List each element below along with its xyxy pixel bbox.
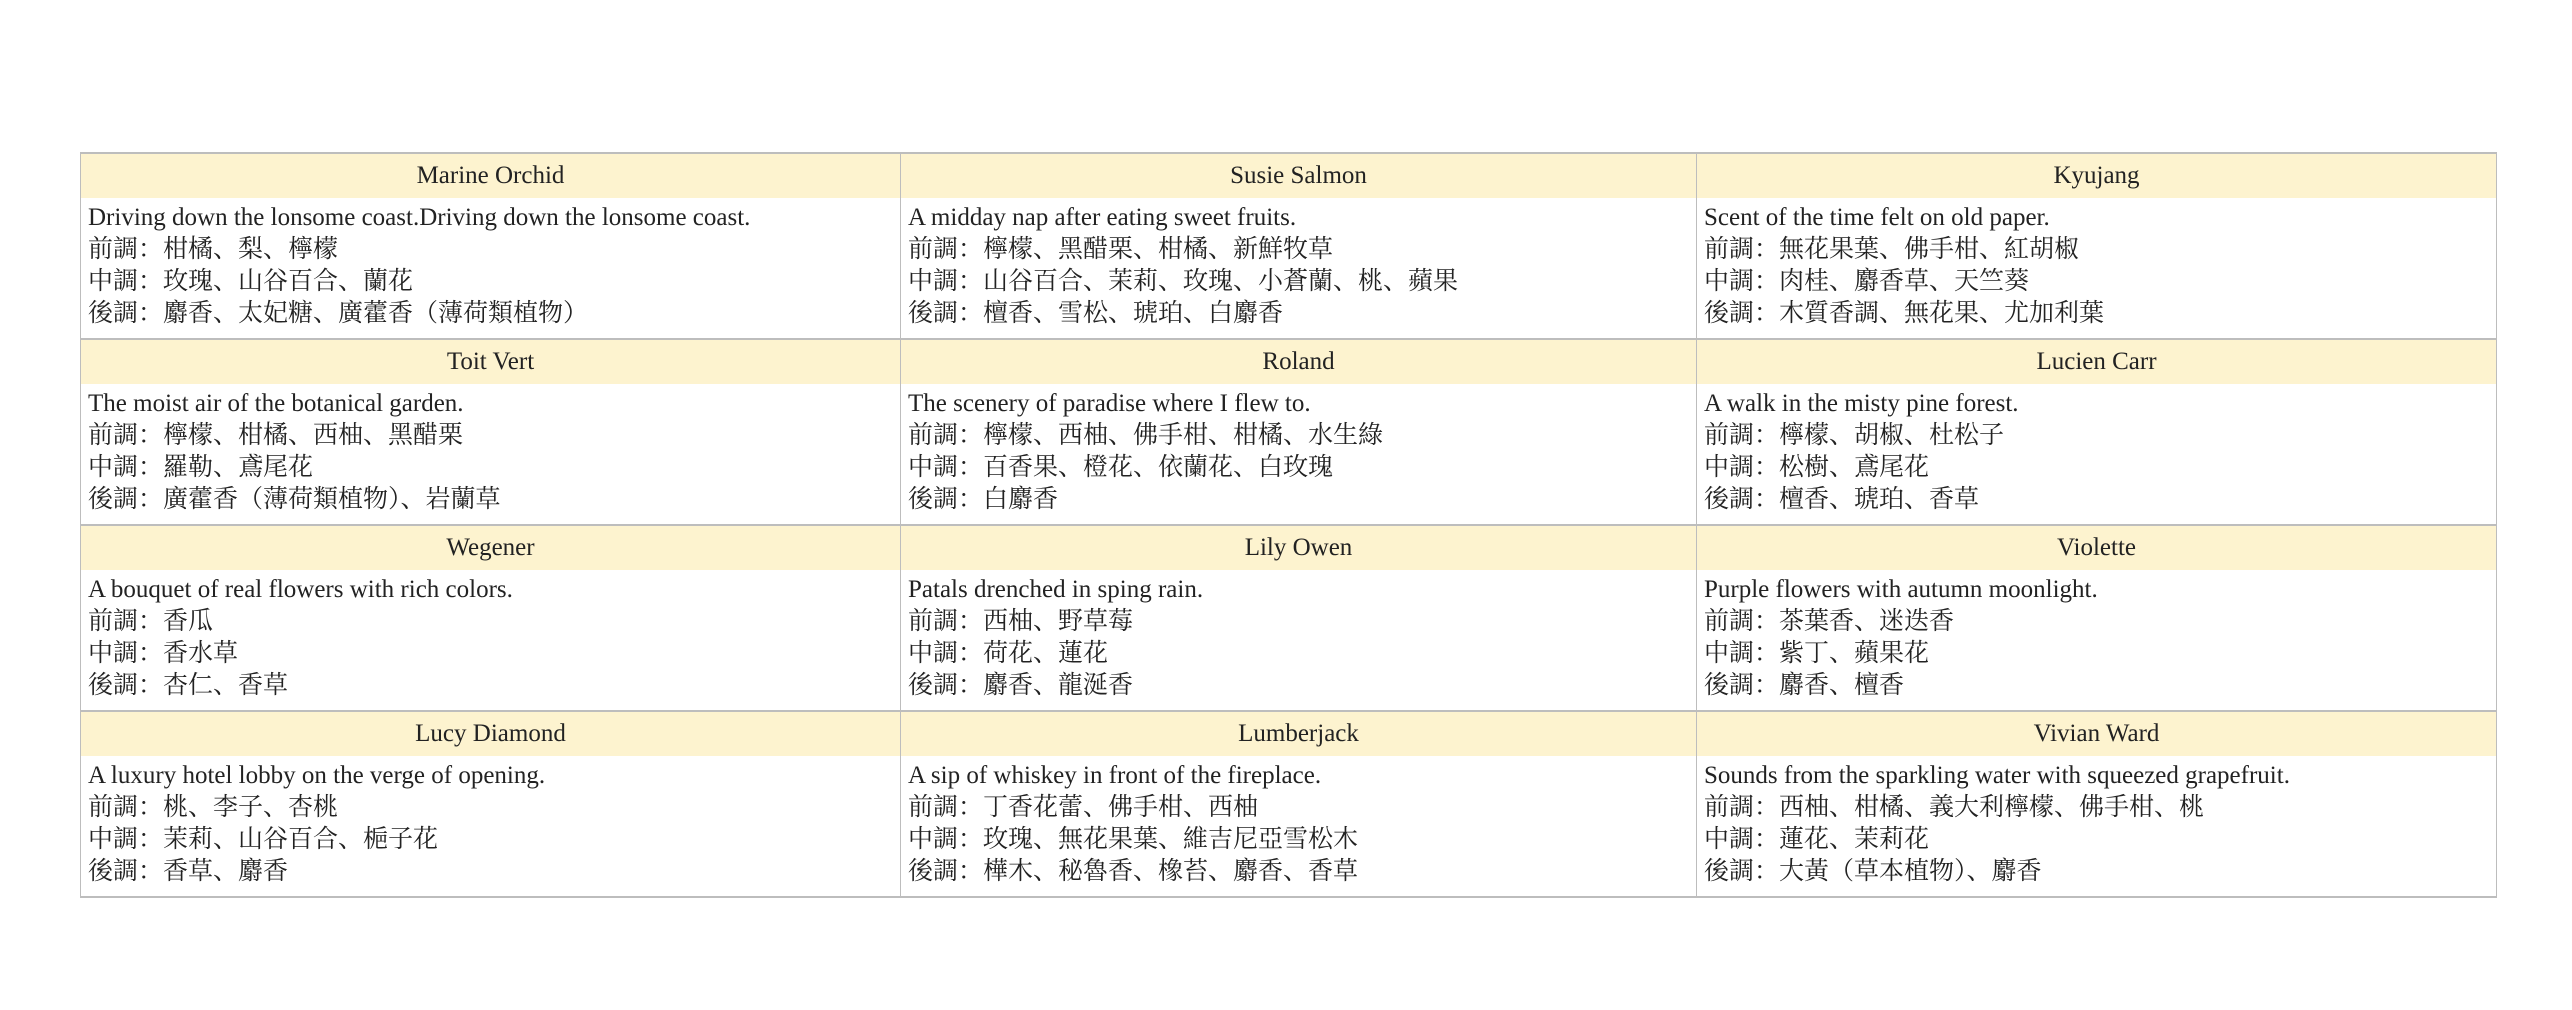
base-notes: 後調：香草、麝香 xyxy=(88,858,289,885)
base-notes: 後調：廣藿香（薄荷類植物）、岩蘭草 xyxy=(88,486,501,513)
table-row-details xyxy=(81,570,2497,711)
base-notes: 後調：麝香、太妃糖、廣藿香（薄荷類植物） xyxy=(88,300,589,327)
middle-notes: 中調：玫瑰、山谷百合、蘭花 xyxy=(88,268,414,295)
perfume-name: Lily Owen xyxy=(1244,534,1353,561)
perfume-detail-cell xyxy=(1697,198,2497,339)
perfume-name: Lucy Diamond xyxy=(415,720,566,747)
perfume-detail-cell xyxy=(81,756,901,897)
perfume-name: Roland xyxy=(1262,348,1335,375)
base-notes: 後調：麝香、龍涎香 xyxy=(908,672,1134,699)
perfume-description: The scenery of paradise where I flew to. xyxy=(908,390,1311,417)
perfume-name-cell xyxy=(901,339,1697,384)
perfume-detail-cell xyxy=(1697,570,2497,711)
perfume-detail-cell xyxy=(1697,756,2497,897)
perfume-name-cell xyxy=(1697,525,2497,570)
perfume-name-cell xyxy=(1697,153,2497,198)
middle-notes: 中調：肉桂、麝香草、天竺葵 xyxy=(1704,268,2030,295)
perfume-name-cell xyxy=(81,153,901,198)
perfume-description: Purple flowers with autumn moonlight. xyxy=(1704,576,2098,603)
table-row-names xyxy=(81,339,2497,384)
perfume-detail-cell xyxy=(901,384,1697,525)
top-notes: 前調：檸檬、柑橘、西柚、黑醋栗 xyxy=(88,422,464,449)
perfume-name-cell xyxy=(81,339,901,384)
base-notes: 後調：白麝香 xyxy=(908,486,1059,513)
middle-notes: 中調：山谷百合、茉莉、玫瑰、小蒼蘭、桃、蘋果 xyxy=(908,268,1459,295)
middle-notes: 中調：蓮花、茉莉花 xyxy=(1704,826,1930,853)
perfume-description: A midday nap after eating sweet fruits. xyxy=(908,204,1297,231)
perfume-description: A bouquet of real flowers with rich colors. xyxy=(88,576,513,603)
perfume-name-cell xyxy=(901,711,1697,756)
table-row-details xyxy=(81,198,2497,339)
table-row-details xyxy=(81,756,2497,897)
top-notes: 前調：西柚、野草莓 xyxy=(908,608,1134,635)
top-notes: 前調：柑橘、梨、檸檬 xyxy=(88,236,339,263)
perfume-description: Scent of the time felt on old paper. xyxy=(1704,204,2050,231)
perfume-detail-cell xyxy=(81,570,901,711)
middle-notes: 中調：荷花、蓮花 xyxy=(908,640,1109,667)
perfume-name: Susie Salmon xyxy=(1230,162,1367,189)
perfume-name-cell xyxy=(1697,711,2497,756)
top-notes: 前調：檸檬、黑醋栗、柑橘、新鮮牧草 xyxy=(908,236,1334,263)
perfume-name: Vivian Ward xyxy=(2033,720,2160,747)
perfume-description: The moist air of the botanical garden. xyxy=(88,390,464,417)
perfume-detail-cell xyxy=(901,570,1697,711)
table-row-details xyxy=(81,384,2497,525)
table-row-names xyxy=(81,711,2497,756)
perfume-name: Lumberjack xyxy=(1238,720,1359,747)
base-notes: 後調：杏仁、香草 xyxy=(88,672,289,699)
middle-notes: 中調：百香果、橙花、依蘭花、白玫瑰 xyxy=(908,454,1334,481)
perfume-name: Kyujang xyxy=(2053,162,2140,189)
middle-notes: 中調：玫瑰、無花果葉、維吉尼亞雪松木 xyxy=(908,826,1359,853)
perfume-name: Toit Vert xyxy=(446,348,535,375)
middle-notes: 中調：羅勒、鳶尾花 xyxy=(88,454,314,481)
perfume-detail-cell xyxy=(901,198,1697,339)
perfume-name: Violette xyxy=(2056,534,2137,561)
perfume-name-cell xyxy=(1697,339,2497,384)
perfume-description: Sounds from the sparkling water with squeezed grapefruit. xyxy=(1704,762,2290,789)
top-notes: 前調：丁香花蕾、佛手柑、西柚 xyxy=(908,794,1259,821)
middle-notes: 中調：松樹、鳶尾花 xyxy=(1704,454,1930,481)
middle-notes: 中調：香水草 xyxy=(88,640,239,667)
base-notes: 後調：木質香調、無花果、尤加利葉 xyxy=(1704,300,2105,327)
base-notes: 後調：樺木、秘魯香、橡苔、麝香、香草 xyxy=(908,858,1359,885)
perfume-detail-cell xyxy=(81,384,901,525)
base-notes: 後調：檀香、雪松、琥珀、白麝香 xyxy=(908,300,1284,327)
perfume-description: A luxury hotel lobby on the verge of opening. xyxy=(88,762,546,789)
perfume-description: A sip of whiskey in front of the fireplace. xyxy=(908,762,1322,789)
top-notes: 前調：無花果葉、佛手柑、紅胡椒 xyxy=(1704,236,2080,263)
perfume-description: Driving down the lonsome coast.Driving down the lonsome coast. xyxy=(88,204,751,231)
top-notes: 前調：檸檬、胡椒、杜松子 xyxy=(1704,422,2005,449)
perfume-name-cell xyxy=(81,525,901,570)
perfume-description: A walk in the misty pine forest. xyxy=(1704,390,2019,417)
top-notes: 前調：檸檬、西柚、佛手柑、柑橘、水生綠 xyxy=(908,422,1384,449)
top-notes: 前調：西柚、柑橘、義大利檸檬、佛手柑、桃 xyxy=(1704,794,2205,821)
table-row-names xyxy=(81,525,2497,570)
base-notes: 後調：大黃（草本植物）、麝香 xyxy=(1704,858,2042,885)
perfume-detail-cell xyxy=(81,198,901,339)
perfume-name-cell xyxy=(81,711,901,756)
perfume-name: Lucien Carr xyxy=(2036,348,2157,375)
middle-notes: 中調：紫丁、蘋果花 xyxy=(1704,640,1930,667)
perfume-detail-cell xyxy=(901,756,1697,897)
base-notes: 後調：麝香、檀香 xyxy=(1704,672,1905,699)
perfume-name: Marine Orchid xyxy=(416,162,565,189)
top-notes: 前調：香瓜 xyxy=(88,608,214,635)
perfume-description: Patals drenched in sping rain. xyxy=(908,576,1204,603)
perfume-table xyxy=(80,152,2497,898)
top-notes: 前調：茶葉香、迷迭香 xyxy=(1704,608,1955,635)
top-notes: 前調：桃、李子、杏桃 xyxy=(88,794,339,821)
perfume-name-cell xyxy=(901,525,1697,570)
perfume-detail-cell xyxy=(1697,384,2497,525)
perfume-name-cell xyxy=(901,153,1697,198)
perfume-name: Wegener xyxy=(446,534,535,561)
table-row-names xyxy=(81,153,2497,198)
base-notes: 後調：檀香、琥珀、香草 xyxy=(1704,486,1980,513)
middle-notes: 中調：茉莉、山谷百合、梔子花 xyxy=(88,826,439,853)
